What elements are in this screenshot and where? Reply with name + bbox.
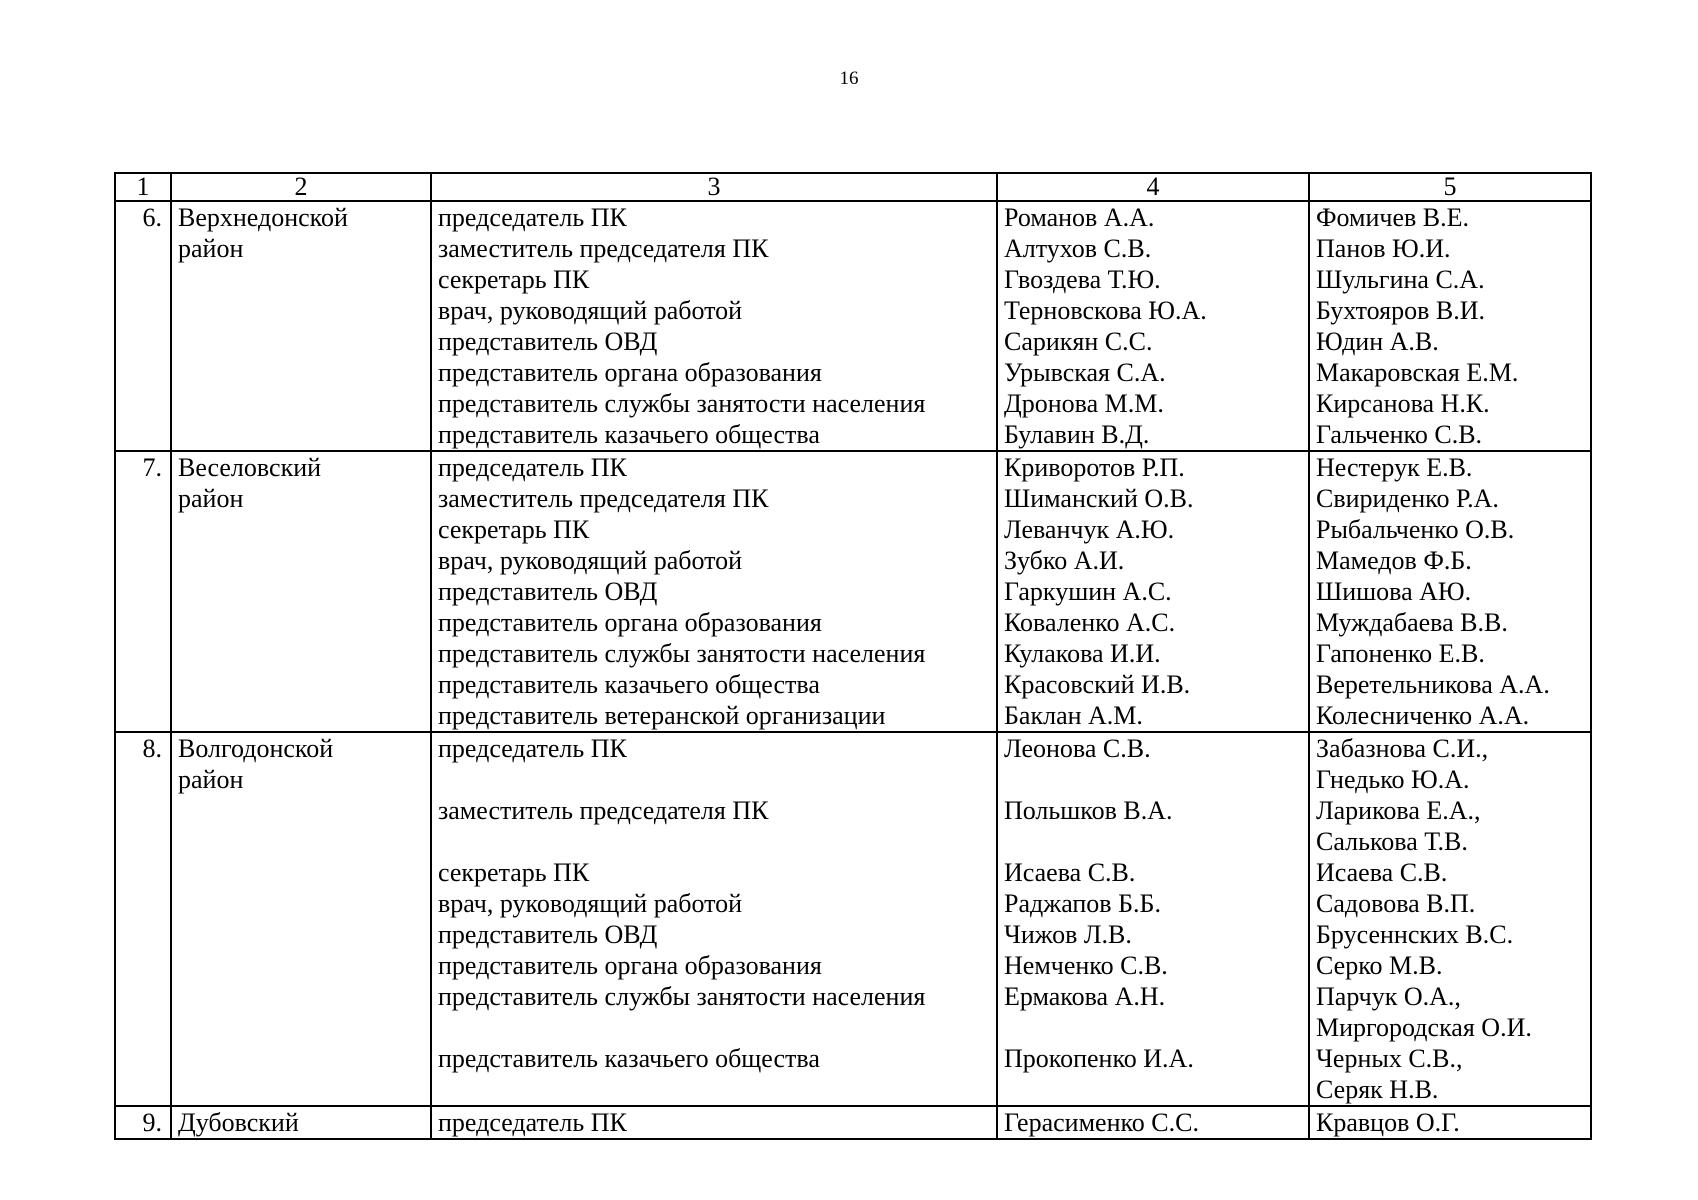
position-cell-line bbox=[438, 826, 990, 857]
row-number: 6. bbox=[115, 201, 171, 451]
member-cell bbox=[997, 732, 1309, 1106]
position-cell-line: представитель службы занятости населения bbox=[438, 639, 926, 668]
header-col-1: 1 bbox=[115, 173, 171, 201]
member-cell-line: Раджапов Б.Б. bbox=[1004, 889, 1161, 918]
position-cell-line: представитель ОВД bbox=[438, 920, 658, 949]
reserve-cell-line: Шишова АЮ. bbox=[1316, 577, 1472, 606]
district-cell-line: район bbox=[178, 234, 244, 263]
header-col-3: 3 bbox=[431, 173, 997, 201]
reserve-cell-line: Салькова Т.В. bbox=[1316, 827, 1468, 856]
position-cell-line: председатель ПК bbox=[438, 734, 627, 763]
header-row bbox=[115, 173, 1591, 201]
member-cell-line: Ермакова А.Н. bbox=[1004, 982, 1166, 1011]
district-cell bbox=[171, 1106, 431, 1139]
position-cell-line bbox=[438, 1074, 990, 1105]
reserve-cell-line: Ларикова Е.А., bbox=[1316, 796, 1481, 825]
position-cell-line: представитель казачьего общества bbox=[438, 670, 820, 699]
position-cell-line: заместитель председателя ПК bbox=[438, 796, 769, 825]
reserve-cell-line: Фомичев В.Е. bbox=[1316, 203, 1470, 232]
reserve-cell-line: Юдин А.В. bbox=[1316, 327, 1439, 356]
position-cell-line: заместитель председателя ПК bbox=[438, 234, 769, 263]
member-cell-line: Коваленко А.С. bbox=[1004, 608, 1176, 637]
reserve-cell-line: Исаева С.В. bbox=[1316, 858, 1448, 887]
position-cell-line: председатель ПК bbox=[438, 453, 627, 482]
member-cell-line: Исаева С.В. bbox=[1004, 858, 1136, 887]
member-cell-line bbox=[1004, 764, 1302, 795]
member-cell bbox=[997, 1106, 1309, 1139]
reserve-cell-line: Серяк Н.В. bbox=[1316, 1075, 1439, 1104]
position-cell-line: представитель ОВД bbox=[438, 577, 658, 606]
position-cell-line: представитель органа образования bbox=[438, 951, 822, 980]
member-cell-line: Леванчук А.Ю. bbox=[1004, 515, 1175, 544]
position-cell bbox=[431, 732, 997, 1106]
header-col-2: 2 bbox=[171, 173, 431, 201]
reserve-cell-line: Муждабаева В.В. bbox=[1316, 608, 1508, 637]
reserve-cell-line: Кирсанова Н.К. bbox=[1316, 389, 1490, 418]
position-cell bbox=[431, 1106, 997, 1139]
member-cell-line: Гвоздева Т.Ю. bbox=[1004, 265, 1161, 294]
position-cell bbox=[431, 201, 997, 451]
reserve-cell bbox=[1309, 451, 1591, 732]
district-cell bbox=[171, 201, 431, 451]
position-cell-line bbox=[438, 1012, 990, 1043]
table-row bbox=[115, 201, 1591, 451]
member-cell-line: Гаркушин А.С. bbox=[1004, 577, 1172, 606]
member-cell-line: Прокопенко И.А. bbox=[1004, 1044, 1194, 1073]
member-cell-line: Польшков В.А. bbox=[1004, 796, 1173, 825]
member-cell-line: Терновскова Ю.А. bbox=[1004, 296, 1207, 325]
header-col-4: 4 bbox=[997, 173, 1309, 201]
reserve-cell-line: Рыбальченко О.В. bbox=[1316, 515, 1515, 544]
reserve-cell-line: Веретельникова А.А. bbox=[1316, 670, 1550, 699]
reserve-cell-line: Колесниченко А.А. bbox=[1316, 701, 1530, 730]
reserve-cell bbox=[1309, 732, 1591, 1106]
member-cell-line: Дронова М.М. bbox=[1004, 389, 1164, 418]
member-cell-line: Немченко С.В. bbox=[1004, 951, 1168, 980]
row-number: 9. bbox=[115, 1106, 171, 1139]
commission-table bbox=[114, 172, 1592, 1140]
district-cell-line: Верхнедонской bbox=[178, 203, 348, 232]
member-cell-line: Шиманский О.В. bbox=[1004, 484, 1194, 513]
reserve-cell-line: Панов Ю.И. bbox=[1316, 234, 1451, 263]
reserve-cell-line: Черных С.В., bbox=[1316, 1044, 1463, 1073]
member-cell-line: Чижов Л.В. bbox=[1004, 920, 1132, 949]
reserve-cell-line: Свириденко Р.А. bbox=[1316, 484, 1499, 513]
district-cell-line: район bbox=[178, 484, 244, 513]
member-cell-line: Алтухов С.В. bbox=[1004, 234, 1152, 263]
district-cell-line: Веселовский bbox=[178, 453, 322, 482]
position-cell bbox=[431, 451, 997, 732]
position-cell-line: представитель службы занятости населения bbox=[438, 982, 926, 1011]
district-cell-line: Дубовский bbox=[178, 1108, 299, 1137]
reserve-cell-line: Брусеннских В.С. bbox=[1316, 920, 1514, 949]
member-cell-line: Романов А.А. bbox=[1004, 203, 1155, 232]
member-cell-line: Кулакова И.И. bbox=[1004, 639, 1161, 668]
position-cell-line: представитель ветеранской организации bbox=[438, 701, 886, 730]
position-cell-line: представитель ОВД bbox=[438, 327, 658, 356]
position-cell-line bbox=[438, 764, 990, 795]
member-cell-line: Сарикян С.С. bbox=[1004, 327, 1153, 356]
position-cell-line: представитель казачьего общества bbox=[438, 420, 820, 449]
reserve-cell bbox=[1309, 201, 1591, 451]
position-cell-line: представитель органа образования bbox=[438, 358, 822, 387]
position-cell-line: секретарь ПК bbox=[438, 265, 590, 294]
table-row bbox=[115, 451, 1591, 732]
reserve-cell-line: Бухтояров В.И. bbox=[1316, 296, 1486, 325]
table-row bbox=[115, 732, 1591, 1106]
member-cell-line bbox=[1004, 826, 1302, 857]
position-cell-line: председатель ПК bbox=[438, 203, 627, 232]
reserve-cell-line: Макаровская Е.М. bbox=[1316, 358, 1519, 387]
member-cell-line: Зубко А.И. bbox=[1004, 546, 1125, 575]
position-cell-line: секретарь ПК bbox=[438, 515, 590, 544]
reserve-cell-line: Нестерук Е.В. bbox=[1316, 453, 1473, 482]
row-number: 7. bbox=[115, 451, 171, 732]
position-cell-line: врач, руководящий работой bbox=[438, 296, 743, 325]
member-cell-line bbox=[1004, 1012, 1302, 1043]
position-cell-line: секретарь ПК bbox=[438, 858, 590, 887]
reserve-cell-line: Гальченко С.В. bbox=[1316, 420, 1483, 449]
position-cell-line: председатель ПК bbox=[438, 1108, 627, 1137]
member-cell-line: Урывская С.А. bbox=[1004, 358, 1166, 387]
reserve-cell-line: Шульгина С.А. bbox=[1316, 265, 1485, 294]
position-cell-line: представитель органа образования bbox=[438, 608, 822, 637]
member-cell-line: Баклан А.М. bbox=[1004, 701, 1143, 730]
district-cell-line: район bbox=[178, 765, 244, 794]
position-cell-line: врач, руководящий работой bbox=[438, 889, 743, 918]
position-cell-line: представитель службы занятости населения bbox=[438, 389, 926, 418]
reserve-cell bbox=[1309, 1106, 1591, 1139]
header-col-5: 5 bbox=[1309, 173, 1591, 201]
reserve-cell-line: Гнедько Ю.А. bbox=[1316, 765, 1470, 794]
reserve-cell-line: Кравцов О.Г. bbox=[1316, 1108, 1460, 1137]
position-cell-line: представитель казачьего общества bbox=[438, 1044, 820, 1073]
member-cell-line: Красовский И.В. bbox=[1004, 670, 1191, 699]
member-cell bbox=[997, 451, 1309, 732]
page-number: 16 bbox=[839, 68, 859, 89]
reserve-cell-line: Гапоненко Е.В. bbox=[1316, 639, 1485, 668]
row-number: 8. bbox=[115, 732, 171, 1106]
reserve-cell-line: Парчук О.А., bbox=[1316, 982, 1461, 1011]
reserve-cell-line: Мамедов Ф.Б. bbox=[1316, 546, 1472, 575]
member-cell-line bbox=[1004, 1074, 1302, 1105]
reserve-cell-line: Миргородская О.И. bbox=[1316, 1013, 1532, 1042]
reserve-cell-line: Серко М.В. bbox=[1316, 951, 1443, 980]
member-cell-line: Леонова С.В. bbox=[1004, 734, 1151, 763]
district-cell bbox=[171, 732, 431, 1106]
district-cell-line: Волгодонской bbox=[178, 734, 334, 763]
table-row bbox=[115, 1106, 1591, 1139]
position-cell-line: врач, руководящий работой bbox=[438, 546, 743, 575]
member-cell-line: Криворотов Р.П. bbox=[1004, 453, 1185, 482]
position-cell-line: заместитель председателя ПК bbox=[438, 484, 769, 513]
reserve-cell-line: Садовова В.П. bbox=[1316, 889, 1476, 918]
member-cell-line: Булавин В.Д. bbox=[1004, 420, 1150, 449]
member-cell-line: Герасименко С.С. bbox=[1004, 1108, 1199, 1137]
district-cell bbox=[171, 451, 431, 732]
reserve-cell-line: Забазнова С.И., bbox=[1316, 734, 1489, 763]
member-cell bbox=[997, 201, 1309, 451]
